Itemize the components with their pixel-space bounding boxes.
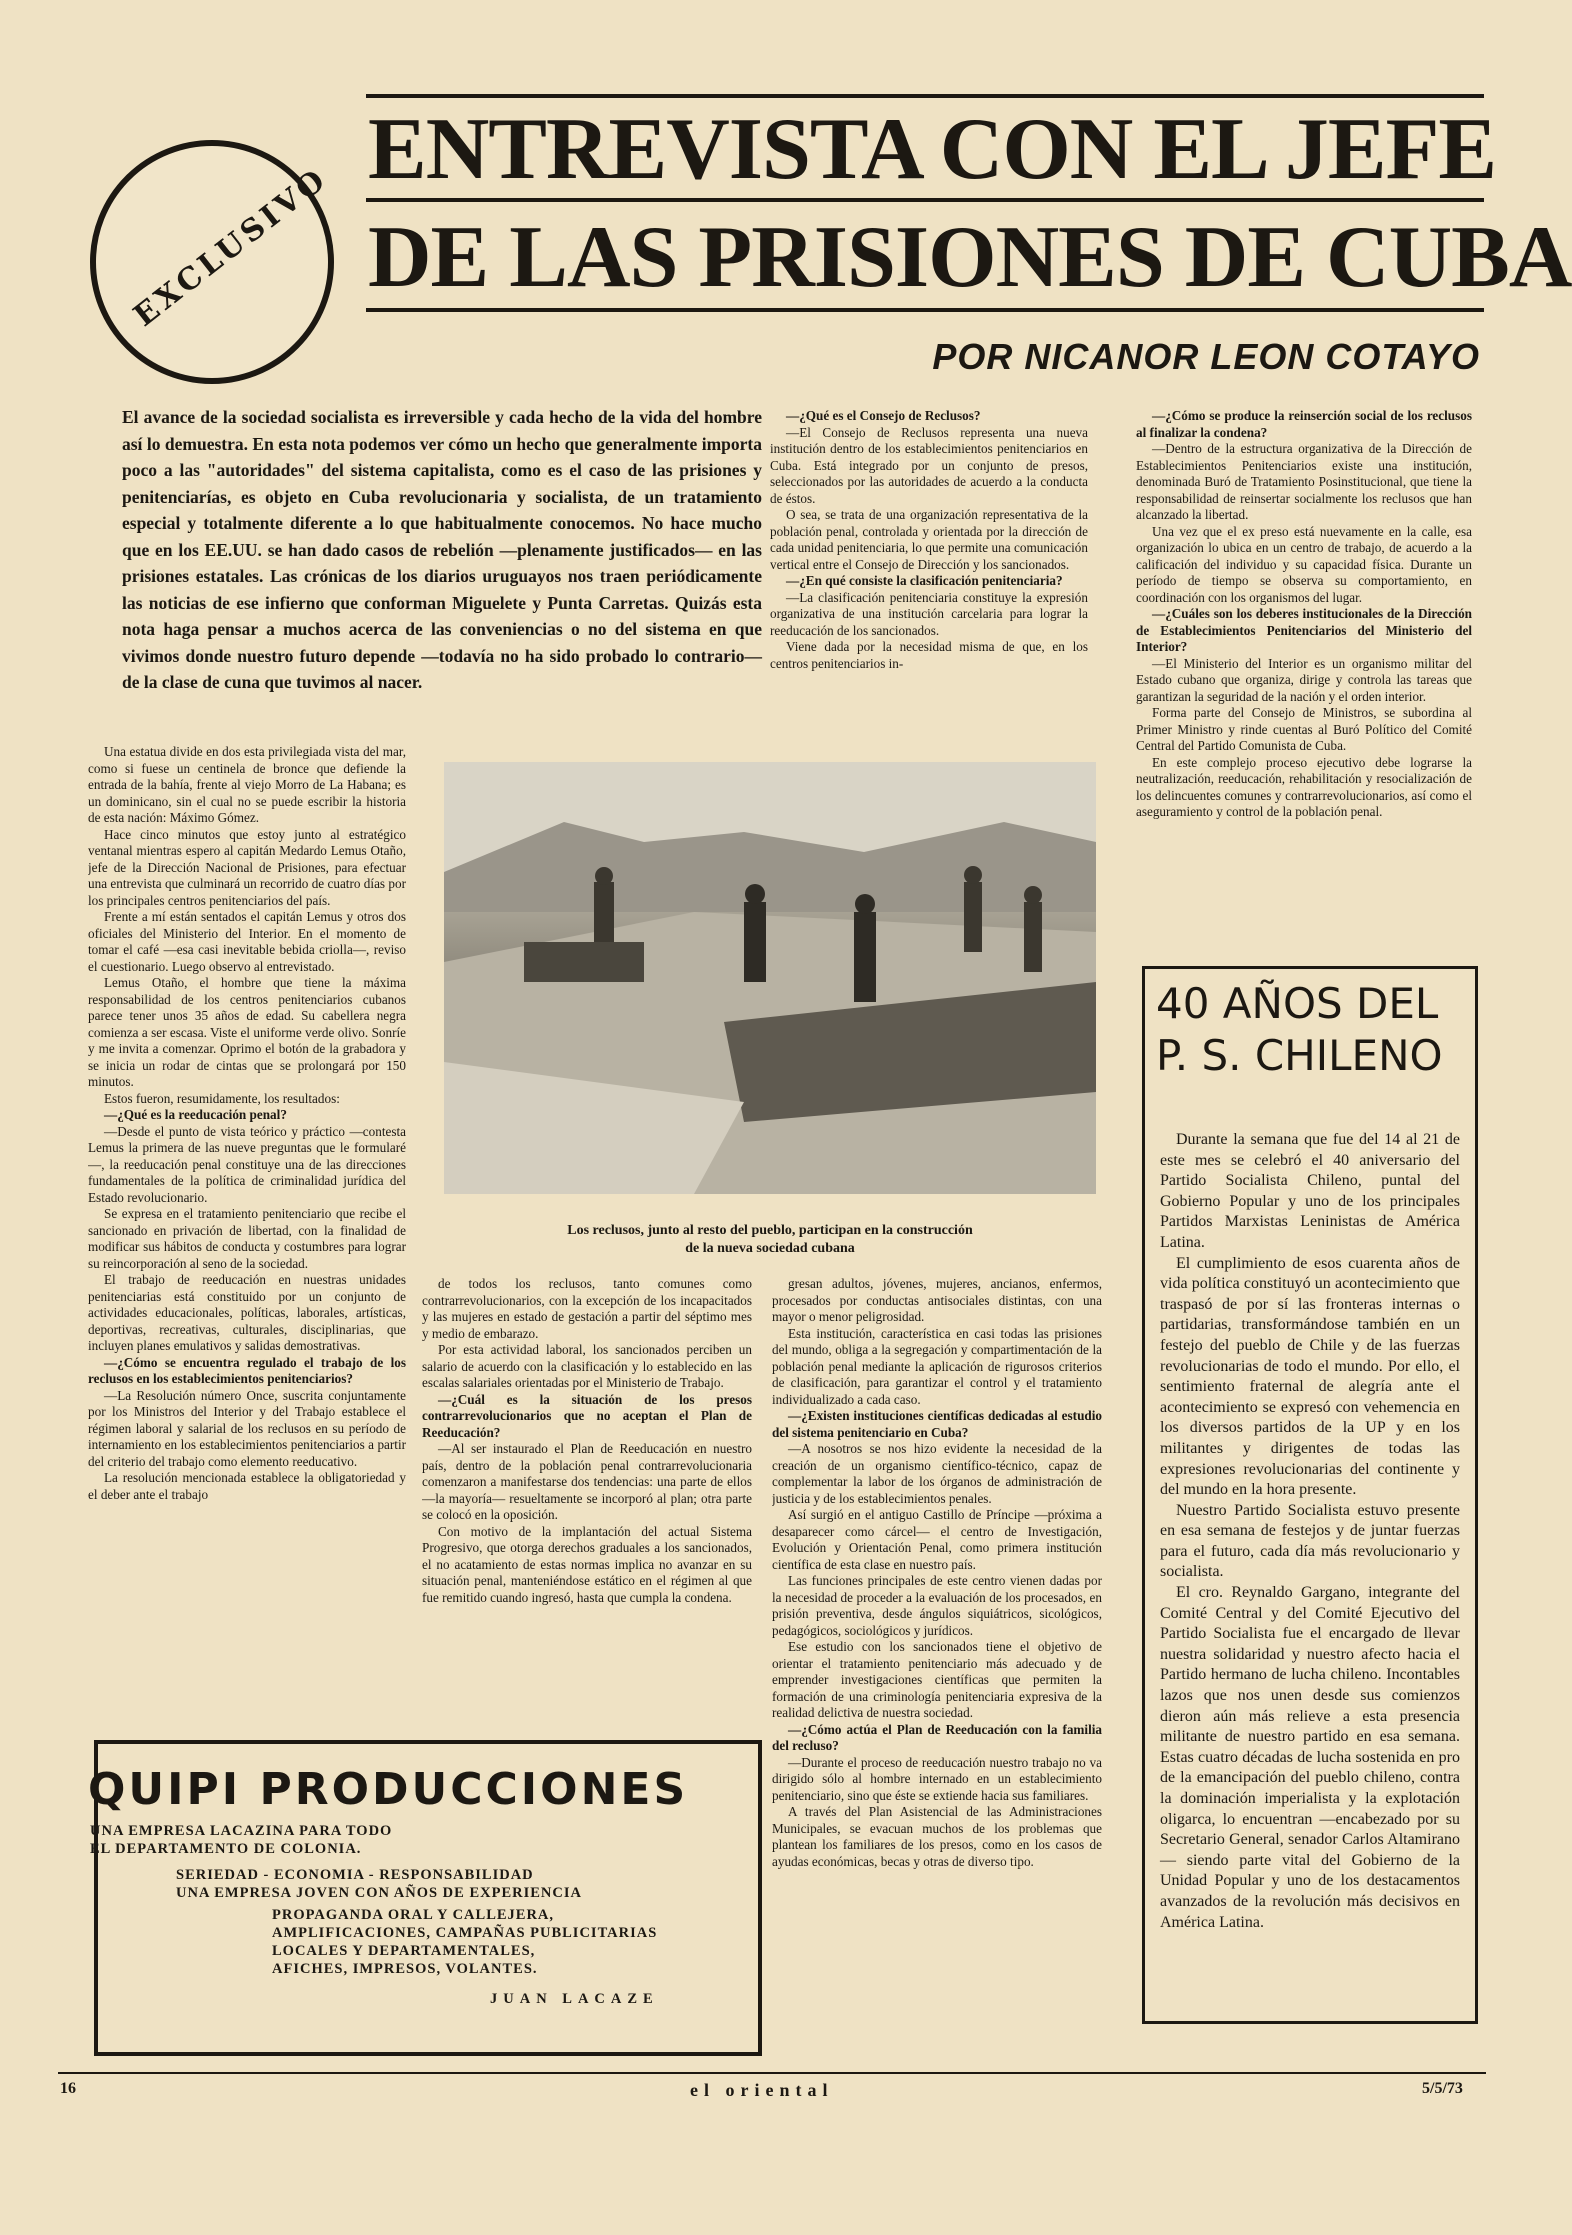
article-paragraph: Estos fueron, resumidamente, los resultados: <box>104 1090 340 1106</box>
article-paragraph: —Dentro de la estructura organizativa de la Dirección de Establecimientos Penitenciarios existe una institución, denominada Buró de Tratamiento Posinstitucional, que tiene la responsabilidad de reinsertar socialmente los reclusos que han alcanzado la libertad. <box>1136 441 1472 522</box>
article-column-left <box>88 744 406 1744</box>
sidebar-title-line-2: P. S. CHILENO <box>1156 1031 1443 1080</box>
article-paragraph: En este complejo proceso ejecutivo debe lograrse la neutralización, reeducación, rehabilitación y resocialización de los delincuentes comunes y contrarrevolucionarios, así como el aseguramiento y control de la población penal. <box>1136 754 1472 819</box>
article-paragraph: —El Ministerio del Interior es un organismo militar del Estado cubano que organiza, dirige y controla las tareas que garantizan la seguridad de la nación y el orden interior. <box>1136 655 1472 704</box>
article-paragraph: —Desde el punto de vista teórico y práctico —contesta Lemus la primera de las nueve preguntas que le formularé—, la reeducación penal constituye una de las direcciones fundamentales de la política de criminalidad jurídica del Estado revolucionario. <box>88 1123 406 1205</box>
ad-title: QUIPI PRODUCCIONES <box>88 1764 689 1815</box>
interview-question: —¿Cómo se produce la reinserción social de los reclusos al finalizar la condena? <box>1136 408 1472 440</box>
ad-line-4: UNA EMPRESA JOVEN CON AÑOS DE EXPERIENCIA <box>176 1885 582 1901</box>
article-paragraph: Hace cinco minutos que estoy junto al estratégico ventanal mientras espero al capitán Medardo Lemus Otaño, jefe de la Dirección Nacional de Prisiones, para efectuar una entrevista que culminará un recorrido de cuatro días por los principales centros penitenciarios del país. <box>88 826 406 908</box>
photo-caption <box>420 1222 1120 1258</box>
interview-question: —¿Qué es el Consejo de Reclusos? <box>786 408 981 423</box>
article-paragraph: —El Consejo de Reclusos representa una nueva institución dentro de los establecimientos penitenciarios en Cuba. Está integrado por un conjunto de presos, seleccionados por las autoridades de acuerdo a la conducta de éstos. <box>770 424 1088 506</box>
sidebar-paragraph: Durante la semana que fue del 14 al 21 de este mes se celebró el 40 aniversario del Partido Socialista Chileno, puntal del Gobierno Popular y uno de los principales Partidos Marxistas Leninistas de América Latina. <box>1160 1131 1460 1251</box>
ad-signature: JUAN LACAZE <box>490 1991 659 2007</box>
issue-date: 5/5/73 <box>1422 2080 1463 2097</box>
photo-prisoners-construction <box>444 762 1096 1194</box>
article-paragraph: —A nosotros se nos hizo evidente la necesidad de la creación de un organismo científico-técnico, capaz de complementar la labor de los órganos de administración de justicia y de los establecimientos penales. <box>772 1441 1102 1506</box>
interview-question: —¿Existen instituciones científicas dedicadas al estudio del sistema penitenciario en Cuba? <box>772 1408 1102 1440</box>
interview-question: —¿Cuáles son los deberes institucionales de la Dirección de Establecimientos Penitenciarios del Ministerio del Interior? <box>1136 606 1472 654</box>
headline-top-rule <box>366 94 1484 98</box>
headline-line-2: DE LAS PRISIONES DE CUBA <box>368 209 1572 306</box>
photo-caption-line-1: Los reclusos, junto al resto del pueblo, participan en la construcción <box>567 1223 973 1238</box>
headline-line-1: ENTREVISTA CON EL JEFE <box>368 101 1497 198</box>
article-column-middle <box>422 1276 752 1706</box>
article-paragraph: Forma parte del Consejo de Ministros, se subordina al Primer Ministro y rinde cuentas al Buró Político del Comité Central del Partido Comunista de Cuba. <box>1136 705 1472 753</box>
article-paragraph: Una vez que el ex preso está nuevamente en la calle, esa organización lo ubica en un centro de trabajo, de acuerdo a la calificación del individuo y su capacidad física. Durante un período de tiempo se observa su comportamiento, en coordinación con los organismos del lugar. <box>1136 523 1472 605</box>
photo-caption-line-2: de la nueva sociedad cubana <box>685 1241 855 1256</box>
ad-line-6: AMPLIFICACIONES, CAMPAÑAS PUBLICITARIAS <box>272 1925 658 1941</box>
article-paragraph: El trabajo de reeducación en nuestras unidades penitenciarias está constituido por un conjunto de actividades educacionales, políticas, laborales, artísticas, deportivas, recreativas, culturales, disciplinarias, que incluyen planes emulativos y salidas demostrativas. <box>88 1272 406 1353</box>
article-paragraph: Ese estudio con los sancionados tiene el objetivo de orientar el tratamiento penitenciario más adecuado y de emprender investigaciones científicas que permiten la formación de una criminología penitenciaria expresiva de la realidad delictiva de nuestra sociedad. <box>772 1639 1102 1720</box>
exclusive-stamp <box>90 140 334 384</box>
sidebar-title-line-1: 40 AÑOS DEL <box>1156 979 1439 1028</box>
publication-name: el oriental <box>690 2080 834 2100</box>
article-column-right-bottom <box>772 1276 1102 2036</box>
interview-question: —¿Qué es la reeducación penal? <box>104 1107 287 1122</box>
interview-question: —¿En qué consiste la clasificación penitenciaria? <box>786 573 1063 588</box>
article-paragraph: Así surgió en el antiguo Castillo de Príncipe —próxima a desaparecer como cárcel— el centro de Investigación, Evolución y Orientación Penal, como primera institución científica de esta clase en nuestro país. <box>772 1507 1102 1572</box>
lead-paragraph: El avance de la sociedad socialista es irreversible y cada hecho de la vida del hombre así lo demuestra. En esta nota podemos ver cómo un hecho que generalmente importa poco a las "autoridades" del sistema capitalista, como es el caso de las prisiones y penitenciarías, es objeto en Cuba revolucionaria y socialista, de un tratamiento especial y totalmente diferente a lo que habitualmente conocemos. No hace mucho que en los EE.UU. se han dado casos de rebelión —plenamente justificados— en las prisiones estatales. Las crónicas de los diarios uruguayos nos traen periódicamente las noticias de ese infierno que conforman Miguelete y Punta Carretas. Quizás esta nota haga pensar a muchos acerca de las conveniencias o no del sistema en que vivimos donde nuestro futuro depende —todavía no ha sido probado lo contrario— de la clase de cuna que tuvimos al nacer. <box>122 407 762 692</box>
article-paragraph: Lemus Otaño, el hombre que tiene la máxima responsabilidad de los centros penitenciarios cubanos parece tener unos 35 años de edad. Su cabellera negra comienza a ser escasa. Viste el uniforme verde olivo. Sonríe y me invita a comenzar. Oprimo el botón de la grabadora y se inicia un rodar de cintas que se prolongará por 150 minutos. <box>88 975 406 1089</box>
ad-line-3: SERIEDAD - ECONOMIA - RESPONSABILIDAD <box>176 1867 534 1883</box>
photo-illustration <box>444 762 1096 1194</box>
interview-question: —¿Cómo actúa el Plan de Reeducación con la familia del recluso? <box>772 1721 1102 1753</box>
ad-line-5: PROPAGANDA ORAL Y CALLEJERA, <box>272 1907 555 1923</box>
ad-line-2: EL DEPARTAMENTO DE COLONIA. <box>90 1841 362 1857</box>
article-paragraph: —Durante el proceso de reeducación nuestro trabajo no va dirigido sólo al hombre internado en un establecimiento penitenciario, sino que éste se extiende hacia sus familiares. <box>772 1754 1102 1803</box>
stamp-label: EXCLUSIVO <box>127 161 335 334</box>
article-column-right-top <box>770 408 1088 748</box>
article-paragraph: Se expresa en el tratamiento penitenciario que recibe el sancionado en privación de libertad, con la finalidad de modificar sus hábitos de conducta y costumbres para lograr su reincorporación al seno de la sociedad. <box>88 1206 406 1271</box>
article-paragraph: —Al ser instaurado el Plan de Reeducación en nuestro país, dentro de la población penal contrarrevolucionaria comenzaron a manifestarse dos tendencias: una parte de ellos —la mayoría— resueltamente se incorporó al plan; otra parte se colocó en la oposición. <box>422 1441 752 1522</box>
sidebar-title <box>1156 978 1443 1082</box>
interview-question: —¿Cómo se encuentra regulado el trabajo de los reclusos en los establecimientos penitenciarios? <box>88 1354 406 1386</box>
sidebar-paragraph: El cro. Reynaldo Gargano, integrante del Comité Central y del Comité Ejecutivo del Partido Socialista fue el encargado de llevar nuestra solidaridad y nuestro afecto hacia el Partido hermano de lucha chileno. Incontables lazos que nos unen desde sus comienzos dieron aún más relieve a esta presencia militante de nuestro partido en esa semana. Estas cuatro décadas de lucha sostenida en pro de la emancipación del pueblo chileno, contra la dominación imperialista y la explotación oligarca, lo encuentran —encabezado por su Secretario General, senador Carlos Altamirano— siendo parte vital del Gobierno de la Unidad Popular y uno de los destacamentos avanzados de la revolución más decisivos en América Latina. <box>1160 1584 1460 1931</box>
article-paragraph: A través del Plan Asistencial de las Administraciones Municipales, se evacuan muchos de los problemas que plantean los familiares de los presos, como en los casos de ayudas económicas, becas y otras de diverso tipo. <box>772 1804 1102 1869</box>
article-paragraph: Las funciones principales de este centro vienen dadas por la necesidad de proceder a la evaluación de los procesados, en prisión preventiva, desde ángulos siquiátricos, sicológicos, pedagógicos, sociológicos y jurídicos. <box>772 1573 1102 1638</box>
sidebar-body <box>1160 1130 1460 1933</box>
ad-line-7: LOCALES Y DEPARTAMENTALES, <box>272 1943 536 1959</box>
sidebar-paragraph: El cumplimiento de esos cuarenta años de vida política constituyó un acontecimiento que traspasó de por sí las fronteras internas o partidarias, transformándose también en un festejo del pueblo de Chile y de las fuerzas revolucionarias de todo el mundo. Por ello, el sentimiento fraternal de alegría ante el acontecimiento se expresó con vehemencia en los diversos partidos de la UP y en los militantes y dirigentes de todas las expresiones revolucionarias del continente y del mundo en la hora presente. <box>1160 1254 1460 1499</box>
article-paragraph: La resolución mencionada establece la obligatoriedad y el deber ante el trabajo <box>88 1470 406 1502</box>
article-paragraph: —La Resolución número Once, suscrita conjuntamente por los Ministros del Interior y del Trabajo establece el régimen laboral y salarial de los reclusos en su período de internamiento en los establecimientos penitenciarios a partir del criterio del trabajo como elemento reeducativo. <box>88 1387 406 1469</box>
article-paragraph: Una estatua divide en dos esta privilegiada vista del mar, como si fuese un centinela de bronce que defiende la entrada de la bahía, frente al viejo Morro de La Habana; es un dominicano, sin el cual no se puede escribir la historia de esta nación: Máximo Gómez. <box>88 744 406 825</box>
headline-mid-rule <box>366 198 1484 202</box>
ad-line-8: AFICHES, IMPRESOS, VOLANTES. <box>272 1961 538 1977</box>
article-paragraph: Por esta actividad laboral, los sancionados perciben un salario de acuerdo con la clasificación y lo establecido en las escalas salariales orientadas por el Ministerio de Trabajo. <box>422 1342 752 1390</box>
article-column-far-right <box>1136 408 1472 956</box>
ad-line-1: UNA EMPRESA LACAZINA PARA TODO <box>90 1823 393 1839</box>
article-paragraph: de todos los reclusos, tanto comunes como contrarrevolucionarios, con la excepción de los incapacitados y las mujeres en estado de gestación a partir del séptimo mes y medio de embarazo. <box>422 1276 752 1341</box>
byline: POR NICANOR LEON COTAYO <box>932 336 1480 377</box>
footer-rule <box>58 2072 1486 2074</box>
page-number: 16 <box>60 2080 76 2097</box>
article-paragraph: Viene dada por la necesidad misma de que, en los centros penitenciarios in- <box>770 639 1088 671</box>
headline-bottom-rule <box>366 308 1484 312</box>
article-paragraph: Frente a mí están sentados el capitán Lemus y otros dos oficiales del Ministerio del Interior. En el momento de tomar el café —esa casi inevitable bebida criolla—, reviso el cuestionario. Luego observo al entrevistado. <box>88 909 406 974</box>
article-paragraph: gresan adultos, jóvenes, mujeres, ancianos, enfermos, procesados por conductas antisociales distintas, con una mayor o menor peligrosidad. <box>772 1276 1102 1324</box>
article-paragraph: O sea, se trata de una organización representativa de la población penal, controlada y orientada por la dirección de cada unidad penitenciaria, lo que permite una comunicación vertical entre el Consejo de Dirección y los sancionados. <box>770 507 1088 572</box>
sidebar-paragraph: Nuestro Partido Socialista estuvo presente en esa semana de festejos y de juntar fuerzas para el futuro, cada día más revolucionario y socialista. <box>1160 1501 1460 1581</box>
article-paragraph: —La clasificación penitenciaria constituye la expresión organizativa de una institución carcelaria para lograr la reeducación de los sancionados. <box>770 589 1088 638</box>
interview-question: —¿Cuál es la situación de los presos contrarrevolucionarios que no aceptan el Plan de Reeducación? <box>422 1391 752 1440</box>
article-paragraph: Con motivo de la implantación del actual Sistema Progresivo, que otorga derechos graduales a los sancionados, el no acatamiento de estas normas implica no avanzar en su situación penal, manteniéndose estático en el régimen al que fue remitido cuando ingresó, hasta que cumpla la condena. <box>422 1523 752 1605</box>
article-paragraph: Esta institución, característica en casi todas las prisiones del mundo, obliga a la segregación y compartimentación de la población penal mediante la aplicación de rigurosos criterios de clasificación, para garantizar el control y el tratamiento individualizado a cada caso. <box>772 1325 1102 1407</box>
